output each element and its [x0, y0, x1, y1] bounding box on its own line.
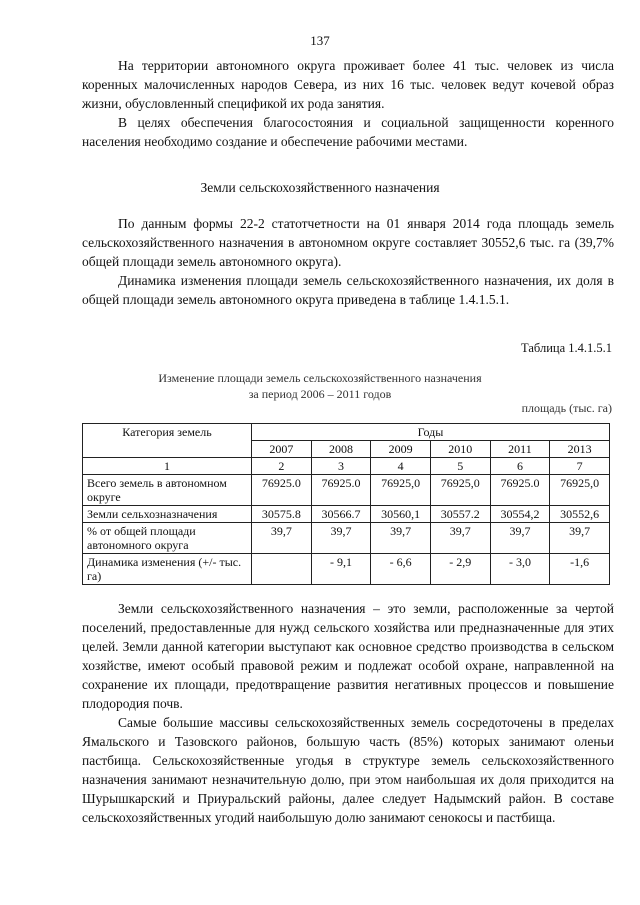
table-cell: 39,7	[550, 523, 610, 554]
body-section-1	[82, 214, 614, 309]
table-row	[83, 523, 610, 554]
table-cell: 39,7	[371, 523, 431, 554]
table-cell: 30554,2	[490, 506, 550, 523]
table-row	[83, 506, 610, 523]
year-cell: 2010	[430, 441, 490, 458]
col-number: 6	[490, 458, 550, 475]
table-row	[83, 475, 610, 506]
body-section-2	[82, 599, 614, 827]
row-label: Динамика изменения (+/- тыс. га)	[83, 554, 252, 585]
table-cell: 39,7	[311, 523, 371, 554]
land-area-table	[82, 423, 610, 585]
col-number: 4	[371, 458, 431, 475]
table-cell: 30560,1	[371, 506, 431, 523]
paragraph: В целях обеспечения благосостояния и социальной защищенности коренного населения необходимо создание и обеспечение рабочими местами.	[82, 115, 614, 149]
paragraph: Земли сельскохозяйственного назначения – это земли, расположенные за чертой поселений, предоставленные для нужд сельского хозяйства или предназначенные для этих целей. Земли данной категории выступают как основное средство производства в сельском хозяйстве, имеют особый правовой режим и подлежат особой охране, направленной на сохранение их площади, предотвращение развития негативных процессов и повышение плодородия почв.	[82, 601, 614, 711]
row-label: Всего земель в автономном округе	[83, 475, 252, 506]
year-cell: 2008	[311, 441, 371, 458]
page-number: 137	[310, 33, 330, 48]
col-number: 3	[311, 458, 371, 475]
column-number-row	[83, 458, 610, 475]
table-cell: 30557.2	[430, 506, 490, 523]
table-row	[83, 554, 610, 585]
table-cell: - 2,9	[430, 554, 490, 585]
table-cell: 39,7	[490, 523, 550, 554]
table-cell: 76925.0	[311, 475, 371, 506]
col-number: 7	[550, 458, 610, 475]
table-cell: - 9,1	[311, 554, 371, 585]
paragraph: По данным формы 22-2 статотчетности на 01 января 2014 года площадь земель сельскохозяйственного назначения в автономном округе составляет 30552,6 тыс. га (39,7% общей площади земель автономного округа).	[82, 216, 614, 269]
year-cell: 2013	[550, 441, 610, 458]
table-title-line: Изменение площади земель сельскохозяйственного назначения	[158, 371, 482, 385]
table-cell: 30575.8	[252, 506, 312, 523]
year-cell: 2011	[490, 441, 550, 458]
year-cell: 2007	[252, 441, 312, 458]
category-header: Категория земель	[83, 424, 252, 458]
row-label: Земли сельхозназначения	[83, 506, 252, 523]
table-unit: площадь (тыс. га)	[521, 401, 612, 415]
col-number: 5	[430, 458, 490, 475]
paragraph: Самые большие массивы сельскохозяйственных земель сосредоточены в пределах Ямальского и Тазовского районов, большую часть (85%) которых занимают оленьи пастбища. Сельскохозяйственные угодья в структуре земель сельскохозяйственного назначения занимают незначительную долю, при этом наибольшая их доля приходится на Шурышкарский и Приуральский районы, далее следует Надымский район. В составе сельскохозяйственных угодий наибольшую долю занимают сенокосы и пастбища.	[82, 715, 614, 825]
table-cell: 39,7	[252, 523, 312, 554]
table-title	[0, 370, 640, 402]
intro-section	[82, 56, 614, 151]
table-cell: 30552,6	[550, 506, 610, 523]
paragraph: На территории автономного округа проживает более 41 тыс. человек из числа коренных малочисленных народов Севера, из них 16 тыс. человек ведут кочевой образ жизни, обусловленный спецификой их рода занятия.	[82, 58, 614, 111]
table-cell: 76925,0	[430, 475, 490, 506]
table-cell: 76925.0	[490, 475, 550, 506]
row-label: % от общей площади автономного округа	[83, 523, 252, 554]
table-cell: 30566.7	[311, 506, 371, 523]
section-heading: Земли сельскохозяйственного назначения	[200, 180, 440, 195]
col-number: 1	[83, 458, 252, 475]
years-header: Годы	[252, 424, 610, 441]
col-number: 2	[252, 458, 312, 475]
table-header-row	[83, 424, 610, 441]
table-cell: - 3,0	[490, 554, 550, 585]
table-cell: 76925,0	[550, 475, 610, 506]
table-cell: 39,7	[430, 523, 490, 554]
table-title-line: за период 2006 – 2011 годов	[248, 387, 392, 401]
paragraph: Динамика изменения площади земель сельскохозяйственного назначения, их доля в общей площади земель автономного округа приведена в таблице 1.4.1.5.1.	[82, 273, 614, 307]
table-caption: Таблица 1.4.1.5.1	[521, 341, 612, 355]
table-cell: - 6,6	[371, 554, 431, 585]
table-cell: 76925,0	[371, 475, 431, 506]
year-cell: 2009	[371, 441, 431, 458]
table-cell: 76925.0	[252, 475, 312, 506]
table-cell: -1,6	[550, 554, 610, 585]
table-cell	[252, 554, 312, 585]
